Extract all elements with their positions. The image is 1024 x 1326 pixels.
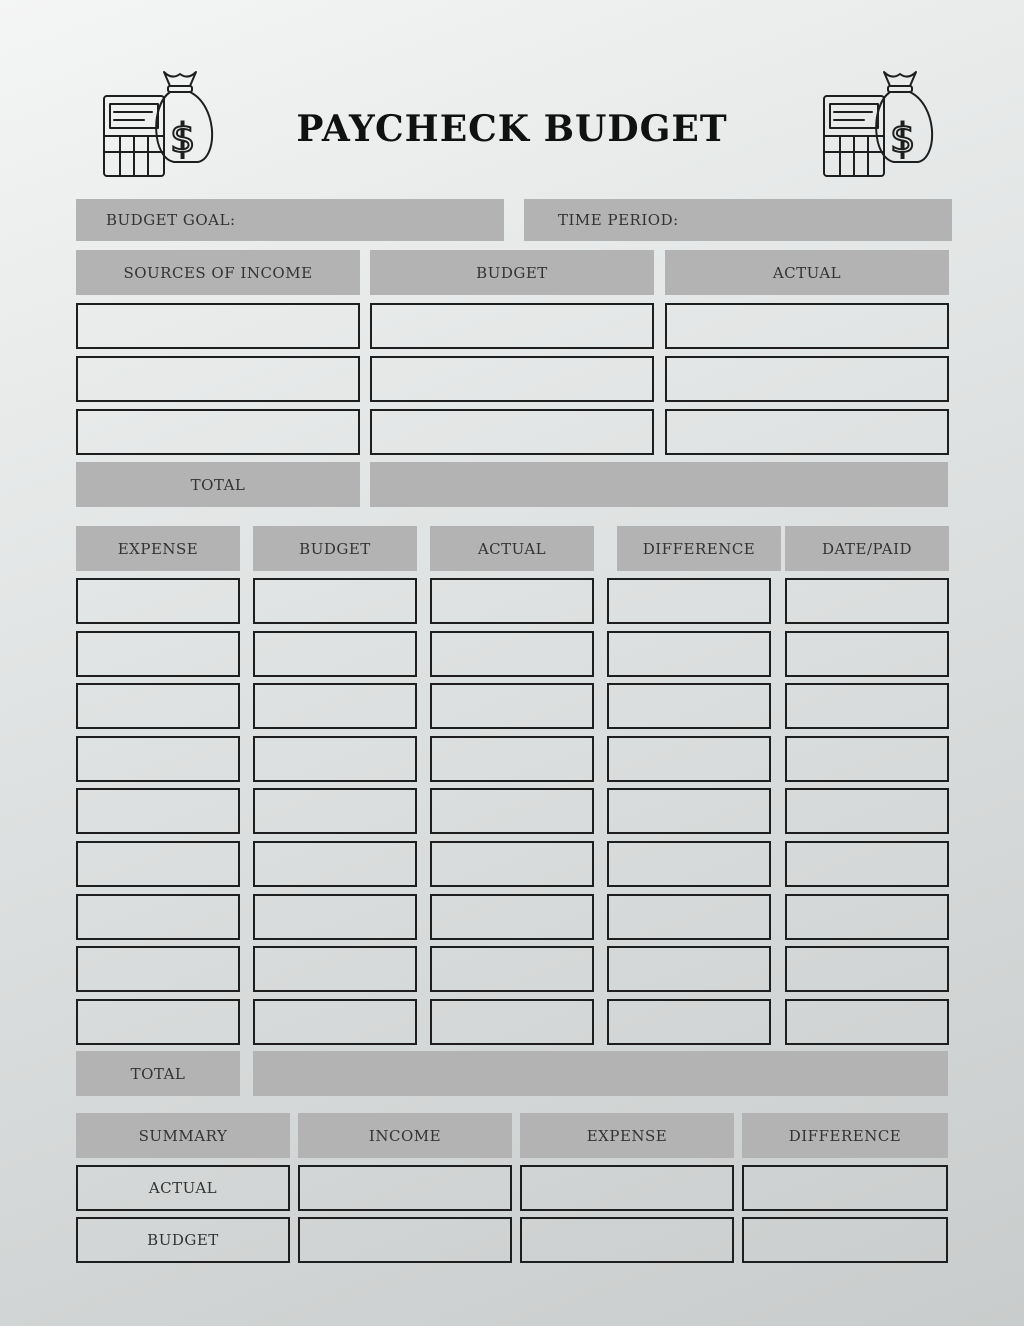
income-header-0: [76, 250, 360, 295]
summary-row-label-text: BUDGET: [147, 1231, 219, 1249]
summary-row-label: [76, 1217, 290, 1263]
summary-cell[interactable]: [298, 1217, 512, 1263]
expense-header-2: [430, 526, 594, 571]
expense-cell[interactable]: [76, 946, 240, 992]
expense-total-label-text: TOTAL: [130, 1064, 186, 1083]
expense-cell[interactable]: [607, 683, 771, 729]
svg-text:$: $: [890, 116, 916, 162]
summary-header-2-text: EXPENSE: [586, 1126, 668, 1145]
expense-cell[interactable]: [253, 736, 417, 782]
income-cell[interactable]: [665, 409, 949, 455]
income-cell[interactable]: [665, 356, 949, 402]
page-title: PAYCHECK BUDGET: [296, 108, 728, 150]
expense-cell[interactable]: [253, 841, 417, 887]
expense-cell[interactable]: [785, 578, 949, 624]
income-header-2: [665, 250, 949, 295]
expense-cell[interactable]: [785, 946, 949, 992]
expense-header-0-text: EXPENSE: [117, 539, 199, 558]
expense-cell[interactable]: [76, 736, 240, 782]
expense-header-0: [76, 526, 240, 571]
income-cell[interactable]: [370, 409, 654, 455]
expense-cell[interactable]: [430, 841, 594, 887]
income-total-label-text: TOTAL: [190, 475, 246, 494]
expense-cell[interactable]: [430, 788, 594, 834]
expense-cell[interactable]: [253, 894, 417, 940]
expense-cell[interactable]: [785, 894, 949, 940]
expense-cell[interactable]: [607, 736, 771, 782]
expense-cell[interactable]: [76, 841, 240, 887]
expense-header-1-text: BUDGET: [299, 539, 371, 558]
summary-header-0-text: SUMMARY: [138, 1126, 228, 1145]
expense-cell[interactable]: [607, 788, 771, 834]
expense-cell[interactable]: [76, 894, 240, 940]
expense-cell[interactable]: [430, 999, 594, 1045]
expense-cell[interactable]: [76, 683, 240, 729]
expense-cell[interactable]: [785, 999, 949, 1045]
income-total-label: [76, 462, 360, 507]
income-header-2-text: ACTUAL: [772, 263, 842, 282]
expense-cell[interactable]: [430, 683, 594, 729]
summary-header-3-text: DIFFERENCE: [788, 1126, 902, 1145]
expense-cell[interactable]: [785, 788, 949, 834]
expense-cell[interactable]: [607, 894, 771, 940]
expense-cell[interactable]: [785, 631, 949, 677]
summary-cell[interactable]: [298, 1165, 512, 1211]
income-header-0-text: SOURCES OF INCOME: [123, 263, 313, 282]
summary-header-1-text: INCOME: [368, 1126, 442, 1145]
expense-cell[interactable]: [253, 631, 417, 677]
expense-cell[interactable]: [430, 578, 594, 624]
expense-header-2-text: ACTUAL: [477, 539, 547, 558]
income-total-value[interactable]: [370, 462, 948, 507]
income-cell[interactable]: [76, 303, 360, 349]
income-cell[interactable]: [76, 409, 360, 455]
expense-cell[interactable]: [785, 683, 949, 729]
expense-cell[interactable]: [253, 788, 417, 834]
income-cell[interactable]: [370, 303, 654, 349]
expense-cell[interactable]: [785, 841, 949, 887]
svg-text:$: $: [170, 116, 196, 162]
expense-cell[interactable]: [253, 683, 417, 729]
expense-header-1: [253, 526, 417, 571]
expense-cell[interactable]: [253, 578, 417, 624]
expense-cell[interactable]: [430, 946, 594, 992]
expense-cell[interactable]: [607, 999, 771, 1045]
expense-cell[interactable]: [430, 631, 594, 677]
income-cell[interactable]: [665, 303, 949, 349]
expense-cell[interactable]: [76, 999, 240, 1045]
summary-row-label-text: ACTUAL: [148, 1179, 218, 1197]
expense-cell[interactable]: [607, 841, 771, 887]
income-header-1-text: BUDGET: [476, 263, 548, 282]
summary-cell[interactable]: [520, 1217, 734, 1263]
time-period-label: TIME PERIOD:: [558, 211, 679, 229]
summary-row-label: [76, 1165, 290, 1211]
budget-goal-field[interactable]: [76, 199, 504, 241]
expense-total-value[interactable]: [253, 1051, 948, 1096]
income-cell[interactable]: [76, 356, 360, 402]
income-cell[interactable]: [370, 356, 654, 402]
expense-cell[interactable]: [76, 578, 240, 624]
expense-header-4: [785, 526, 949, 571]
expense-total-label: [76, 1051, 240, 1096]
expense-cell[interactable]: [785, 736, 949, 782]
expense-header-3: [617, 526, 781, 571]
summary-header-1: [298, 1113, 512, 1158]
expense-cell[interactable]: [76, 631, 240, 677]
expense-header-4-text: DATE/PAID: [821, 539, 913, 558]
summary-header-3: [742, 1113, 948, 1158]
expense-cell[interactable]: [430, 736, 594, 782]
income-header-1: [370, 250, 654, 295]
summary-cell[interactable]: [742, 1165, 948, 1211]
budget-goal-label: BUDGET GOAL:: [106, 211, 236, 229]
summary-cell[interactable]: [742, 1217, 948, 1263]
summary-header-0: [76, 1113, 290, 1158]
expense-cell[interactable]: [253, 999, 417, 1045]
summary-header-2: [520, 1113, 734, 1158]
time-period-field[interactable]: [524, 199, 952, 241]
expense-cell[interactable]: [607, 631, 771, 677]
expense-cell[interactable]: [76, 788, 240, 834]
summary-cell[interactable]: [520, 1165, 734, 1211]
expense-cell[interactable]: [607, 578, 771, 624]
expense-cell[interactable]: [607, 946, 771, 992]
expense-cell[interactable]: [253, 946, 417, 992]
expense-cell[interactable]: [430, 894, 594, 940]
expense-header-3-text: DIFFERENCE: [642, 539, 756, 558]
